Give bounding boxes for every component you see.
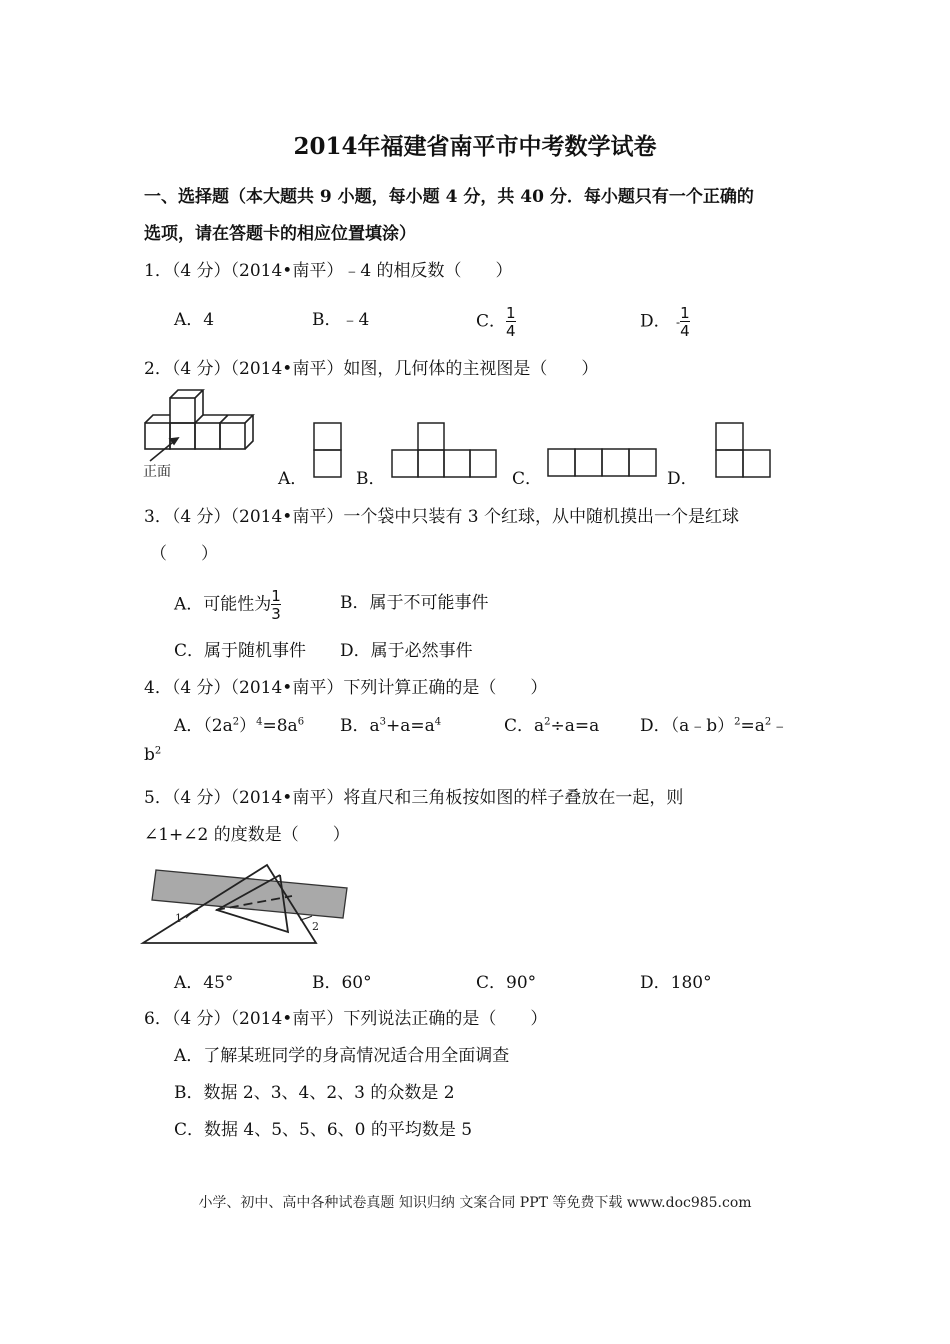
- q2-option-c: C．: [512, 469, 543, 489]
- q1-option-c: C． $\frac{1}{4}$: [476, 304, 516, 340]
- q6-option-a: A．了解某班同学的身高情况适合用全面调查: [174, 1046, 510, 1066]
- q1-d-fraction: $\frac{1}{4}$: [680, 304, 690, 340]
- q3-option-c: C．属于随机事件: [174, 641, 307, 661]
- q1-c-fraction: $\frac{1}{4}$: [506, 304, 516, 340]
- section-heading-line1: 一、选择题（本大题共 9 小题，每小题 4 分，共 40 分．每小题只有一个正确的: [144, 187, 754, 207]
- q5-option-a: A．45°: [174, 973, 234, 993]
- q5-option-c: C．90°: [476, 973, 537, 993]
- q4-stem: 4．（4 分）（2014•南平）下列计算正确的是（ ）: [144, 678, 548, 698]
- page-title: 2014年福建省南平市中考数学试卷: [293, 133, 657, 160]
- q6-option-b: B．数据 2、3、4、2、3 的众数是 2: [174, 1083, 455, 1103]
- q1-stem: 1．（4 分）（2014•南平）﹣4 的相反数（ ）: [144, 261, 513, 281]
- q3-option-d: D．属于必然事件: [340, 641, 473, 661]
- page-footer: 小学、初中、高中各种试卷真题 知识归纳 文案合同 PPT 等免费下载 www.doc985.com: [198, 1195, 752, 1211]
- q3-option-b: B．属于不可能事件: [340, 593, 489, 613]
- angle-1-label: 1: [175, 912, 182, 925]
- q5-stem: 5．（4 分）（2014•南平）将直尺和三角板按如图的样子叠放在一起，则: [144, 788, 684, 808]
- q4-option-b: B．$a^3+a=a^4$: [340, 716, 442, 736]
- q5-option-d: D．180°: [640, 973, 712, 993]
- q2-view-d: [714, 421, 774, 479]
- q6-stem: 6．（4 分）（2014•南平）下列说法正确的是（ ）: [144, 1009, 548, 1029]
- q2-option-b: B．: [356, 469, 386, 489]
- q5-ruler-triangle-figure: [140, 860, 355, 948]
- q3-stem: 3．（4 分）（2014•南平）一个袋中只装有 3 个红球，从中随机摸出一个是红球: [144, 507, 739, 527]
- q1-option-b: B．﹣4: [312, 310, 370, 330]
- q2-view-c: [546, 447, 658, 479]
- angle-2-label: 2: [312, 920, 319, 933]
- ruler: [152, 870, 347, 918]
- q4-option-c: C．$a^2\div a=a$: [504, 716, 600, 736]
- q4-option-d-wrap: $b^2$: [144, 745, 162, 765]
- q2-stem: 2．（4 分）（2014•南平）如图，几何体的主视图是（ ）: [144, 359, 599, 379]
- q3-stem-cont: （ ）: [150, 544, 218, 564]
- q2-option-a: A．: [278, 469, 308, 489]
- q6-option-c: C．数据 4、5、5、6、0 的平均数是 5: [174, 1120, 473, 1140]
- q2-view-a: [312, 421, 344, 479]
- q5-stem-cont: ∠1+∠2 的度数是（ ）: [144, 825, 350, 845]
- q4-option-a: A．$(2a^2)^4=8a^6$: [174, 716, 305, 736]
- section-heading-line2: 选项，请在答题卡的相应位置填涂）: [144, 224, 416, 244]
- q1-option-a: A．4: [174, 310, 215, 330]
- q4-option-d: D．$(a﹣b)^2=a^2﹣$: [640, 716, 789, 736]
- q2-view-b: [390, 421, 500, 479]
- front-label: 正面: [143, 464, 171, 480]
- q5-option-b: B．60°: [312, 973, 372, 993]
- q2-solid-figure: [140, 386, 265, 480]
- q3-a-fraction: $\frac{1}{3}$: [271, 587, 281, 623]
- q2-option-d: D．: [667, 469, 698, 489]
- q1-option-d: D． - $\frac{1}{4}$: [640, 304, 690, 340]
- q3-option-a: A．可能性为 $\frac{1}{3}$: [174, 587, 281, 623]
